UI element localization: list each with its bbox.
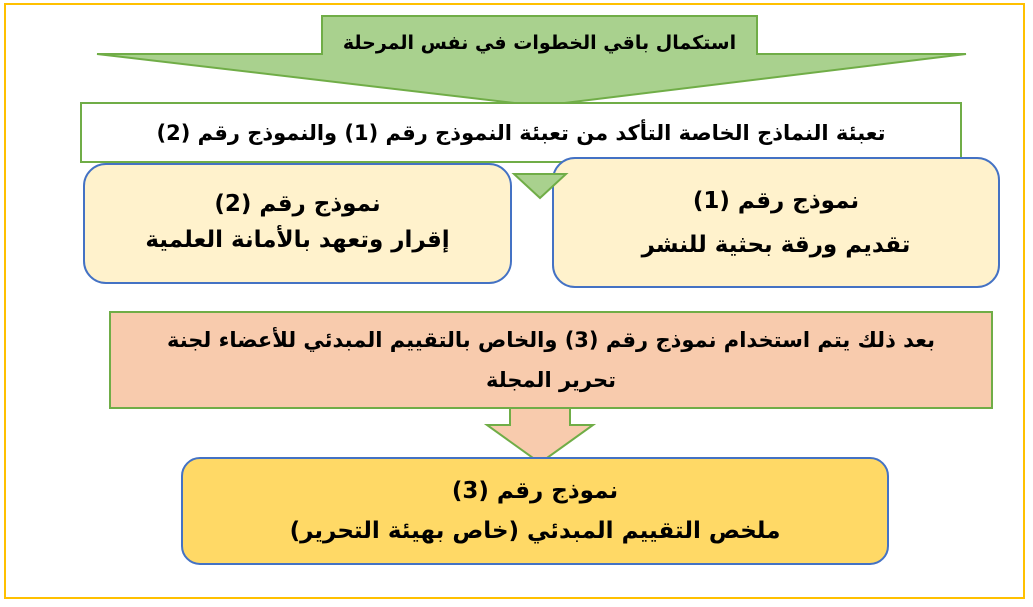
banner-text: تعبئة النماذج الخاصة التأكد من تعبئة النموذج رقم (1) والنموذج رقم (2): [156, 120, 886, 145]
evaluation-label: [110, 312, 992, 408]
form1-title: نموذج رقم (1): [692, 187, 860, 214]
form2-desc: إقرار وتعهد بالأمانة العلمية: [145, 227, 450, 253]
form3-label: [182, 458, 888, 564]
form3-title: نموذج رقم (3): [451, 478, 619, 504]
form2-label: [84, 172, 511, 272]
form1-label: [553, 170, 999, 275]
form2-title: نموذج رقم (2): [214, 191, 381, 217]
banner-label: [81, 103, 961, 162]
form3-desc: ملخص التقييم المبدئي (خاص بهيئة التحرير): [289, 518, 781, 544]
down-arrow-shape: [487, 408, 593, 463]
top-arrow-label: [322, 26, 757, 60]
top-arrow-text: استكمال باقي الخطوات في نفس المرحلة: [342, 32, 737, 54]
evaluation-line2: تحرير المجلة: [486, 368, 616, 392]
evaluation-line1: بعد ذلك يتم استخدام نموذج رقم (3) والخاص بالتقييم المبدئي للأعضاء لجنة: [166, 328, 936, 352]
form1-desc: تقديم ورقة بحثية للنشر: [641, 231, 911, 258]
